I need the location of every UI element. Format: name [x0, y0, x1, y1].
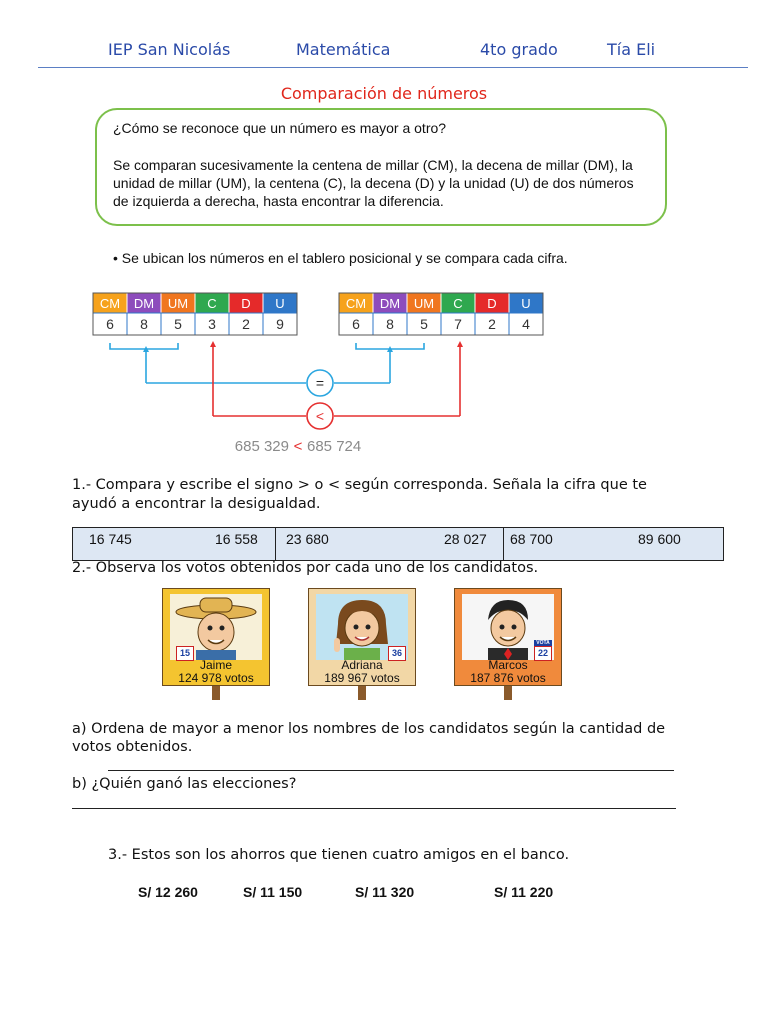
comparison-cell[interactable]: [275, 528, 504, 560]
place-value-diagram: [80, 285, 560, 460]
place-digit: 2: [488, 316, 496, 332]
place-digit: 2: [242, 316, 250, 332]
header-teacher: Tía Eli: [607, 40, 656, 59]
comparison-table: [72, 527, 724, 561]
place-digit: 9: [276, 316, 284, 332]
candidate-number: 36: [388, 646, 406, 661]
place-header-label: C: [207, 296, 217, 311]
arrow-head-icon: [210, 341, 216, 347]
place-header-label: CM: [99, 296, 121, 311]
comparison-number: 68 700: [510, 531, 553, 547]
savings-amount: S/ 11 220: [494, 884, 554, 900]
less-sign: <: [315, 408, 325, 424]
place-header-label: UM: [413, 296, 435, 311]
q1-text: 1.- Compara y escribe el signo > o < según corresponda. Señala la cifra que te ayudó a encontrar la desigualdad.: [72, 477, 647, 512]
candidate-name: Adriana: [341, 658, 383, 672]
candidate-name: Jaime: [199, 658, 232, 672]
place-digit: 8: [140, 316, 148, 332]
qb-text: b) ¿Quién ganó las elecciones?: [72, 776, 297, 792]
place-header-label: DM: [379, 296, 401, 311]
comparison-number: 16 558: [215, 531, 258, 547]
place-digit: 5: [174, 316, 182, 332]
q3-text: 3.- Estos son los ahorros que tienen cuatro amigos en el banco.: [108, 847, 570, 863]
place-header-label: C: [453, 296, 463, 311]
qa-text: a) Ordena de mayor a menor los nombres de los candidatos según la cantidad de votos obtenidos.: [72, 721, 666, 755]
candidate-name: Marcos: [488, 658, 528, 672]
candidate-sign-jaime: [162, 588, 270, 700]
q2-text: 2.- Observa los votos obtenidos por cada uno de los candidatos.: [72, 560, 539, 576]
header-school: IEP San Nicolás: [108, 40, 231, 59]
place-header-label: U: [521, 296, 531, 311]
place-header-label: DM: [133, 296, 155, 311]
place-digit: 6: [106, 316, 114, 332]
candidate-number: 15: [176, 646, 194, 661]
bullet-instruction: • Se ubican los números en el tablero posicional y se compara cada cifra.: [113, 250, 568, 266]
place-value-table-left: [93, 293, 297, 335]
result-sign: <: [293, 438, 303, 455]
header-grade: 4to grado: [480, 40, 558, 59]
vote-label: VOTA: [534, 640, 552, 646]
savings-amount: S/ 11 320: [355, 884, 415, 900]
equal-connector: [110, 343, 424, 383]
result-left: 685 329: [234, 438, 289, 455]
comparison-number: 28 027: [444, 531, 487, 547]
place-value-table-right: [339, 293, 543, 335]
place-digit: 3: [208, 316, 216, 332]
comparison-cell[interactable]: [503, 528, 724, 560]
savings-amount: S/ 11 150: [243, 884, 303, 900]
savings-amount: S/ 12 260: [138, 884, 198, 900]
place-digit: 8: [386, 316, 394, 332]
info-answer: Se comparan sucesivamente la centena de millar (CM), la decena de millar (DM), la unidad de millar (UM), la centena (C), la decena (D) y la unidad (U) de dos números de izquierda a derecha, hasta encontrar la diferencia.: [113, 157, 634, 209]
result-right: 685 724: [307, 438, 362, 455]
place-header-label: D: [241, 296, 251, 311]
comparison-number: 16 745: [89, 531, 132, 547]
header-subject: Matemática: [296, 40, 391, 59]
equal-sign: =: [315, 375, 325, 391]
answer-line-b[interactable]: [72, 808, 676, 809]
arrow-head-icon: [457, 341, 463, 347]
candidate-votes: 189 967 votos: [324, 671, 400, 685]
place-header-label: CM: [345, 296, 367, 311]
comparison-cell[interactable]: [73, 528, 275, 560]
candidate-number: 22: [534, 646, 552, 661]
place-digit: 4: [522, 316, 530, 332]
place-digit: 5: [420, 316, 428, 332]
page-title: Comparación de números: [280, 84, 488, 103]
candidate-sign-adriana: [308, 588, 416, 700]
place-digit: 6: [352, 316, 360, 332]
place-digit: 7: [454, 316, 462, 332]
place-header-label: D: [487, 296, 497, 311]
candidate-sign-marcos: [454, 588, 562, 700]
place-header-label: U: [275, 296, 285, 311]
comparison-number: 89 600: [638, 531, 681, 547]
less-connector: [213, 345, 460, 416]
candidate-votes: 187 876 votos: [470, 671, 546, 685]
comparison-number: 23 680: [286, 531, 329, 547]
header-divider: [38, 67, 748, 68]
answer-line-a[interactable]: [108, 770, 674, 771]
info-question: ¿Cómo se reconoce que un número es mayor a otro?: [113, 120, 447, 136]
place-header-label: UM: [167, 296, 189, 311]
candidate-votes: 124 978 votos: [178, 671, 254, 685]
